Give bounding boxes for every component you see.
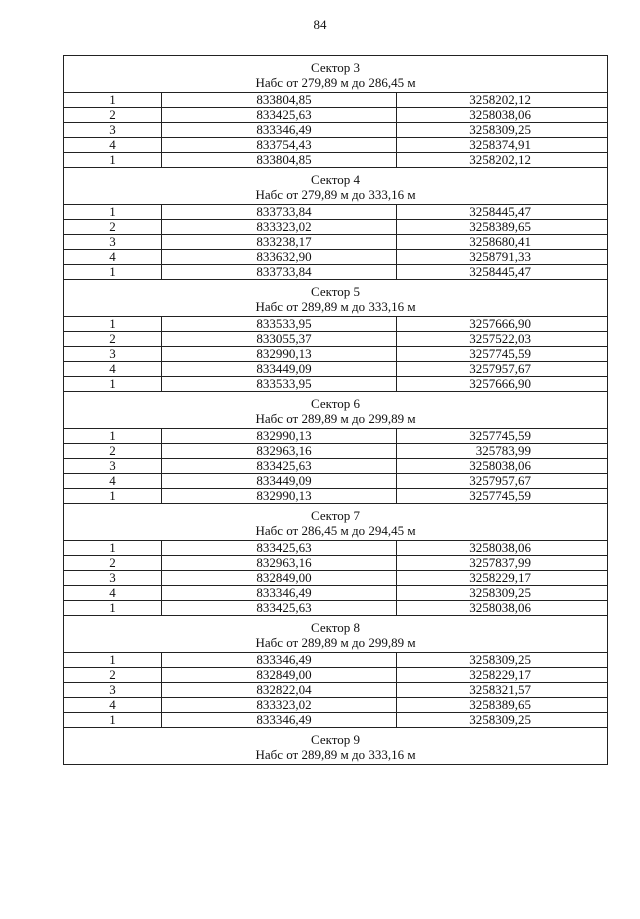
x-coordinate-cell: 833055,37 bbox=[162, 332, 397, 347]
table-row bbox=[64, 317, 608, 332]
sector-header-row bbox=[64, 280, 608, 317]
table-row bbox=[64, 668, 608, 683]
coordinates-table bbox=[63, 55, 608, 765]
sector-header bbox=[64, 728, 608, 765]
y-coordinate-cell: 3257745,59 bbox=[397, 347, 608, 362]
x-coordinate-cell: 832990,13 bbox=[162, 347, 397, 362]
table-row bbox=[64, 235, 608, 250]
point-number-cell: 2 bbox=[64, 668, 162, 683]
x-coordinate-cell: 832990,13 bbox=[162, 489, 397, 504]
sector-header bbox=[64, 280, 608, 317]
sector-header-row bbox=[64, 616, 608, 653]
x-coordinate-cell: 833804,85 bbox=[162, 153, 397, 168]
sector-title: Сектор 7 bbox=[310, 508, 360, 523]
x-coordinate-cell: 832822,04 bbox=[162, 683, 397, 698]
table-row bbox=[64, 153, 608, 168]
sector-height-range: Набс от 279,89 м до 286,45 м bbox=[255, 75, 416, 90]
y-coordinate-cell: 3257745,59 bbox=[397, 429, 608, 444]
y-coordinate-cell: 3258038,06 bbox=[397, 108, 608, 123]
x-coordinate-cell: 833425,63 bbox=[162, 108, 397, 123]
x-coordinate-cell: 833733,84 bbox=[162, 265, 397, 280]
y-coordinate-cell: 3258445,47 bbox=[397, 265, 608, 280]
point-number-cell: 2 bbox=[64, 556, 162, 571]
y-coordinate-cell: 3258202,12 bbox=[397, 93, 608, 108]
point-number-cell: 3 bbox=[64, 235, 162, 250]
x-coordinate-cell: 833754,43 bbox=[162, 138, 397, 153]
y-coordinate-cell: 3258309,25 bbox=[397, 653, 608, 668]
sector-header bbox=[64, 616, 608, 653]
sector-header-row bbox=[64, 56, 608, 93]
x-coordinate-cell: 832963,16 bbox=[162, 556, 397, 571]
table-row bbox=[64, 250, 608, 265]
sector-header-row bbox=[64, 168, 608, 205]
sector-title: Сектор 3 bbox=[310, 60, 360, 75]
table-row bbox=[64, 138, 608, 153]
table-row bbox=[64, 377, 608, 392]
sector-height-range: Набс от 289,89 м до 333,16 м bbox=[255, 747, 416, 762]
sector-header-row bbox=[64, 392, 608, 429]
sector-header bbox=[64, 56, 608, 93]
table-row bbox=[64, 362, 608, 377]
y-coordinate-cell: 3258229,17 bbox=[397, 571, 608, 586]
table-row bbox=[64, 265, 608, 280]
point-number-cell: 1 bbox=[64, 265, 162, 280]
sector-header bbox=[64, 392, 608, 429]
y-coordinate-cell: 3258038,06 bbox=[397, 459, 608, 474]
x-coordinate-cell: 833733,84 bbox=[162, 205, 397, 220]
x-coordinate-cell: 833346,49 bbox=[162, 123, 397, 138]
point-number-cell: 1 bbox=[64, 205, 162, 220]
point-number-cell: 2 bbox=[64, 220, 162, 235]
point-number-cell: 3 bbox=[64, 683, 162, 698]
x-coordinate-cell: 833238,17 bbox=[162, 235, 397, 250]
table-row bbox=[64, 683, 608, 698]
x-coordinate-cell: 833323,02 bbox=[162, 220, 397, 235]
point-number-cell: 4 bbox=[64, 698, 162, 713]
y-coordinate-cell: 3258389,65 bbox=[397, 220, 608, 235]
y-coordinate-cell: 3258321,57 bbox=[397, 683, 608, 698]
table-row bbox=[64, 653, 608, 668]
table-row bbox=[64, 571, 608, 586]
point-number-cell: 4 bbox=[64, 474, 162, 489]
x-coordinate-cell: 832990,13 bbox=[162, 429, 397, 444]
sector-height-range: Набс от 289,89 м до 299,89 м bbox=[255, 411, 416, 426]
y-coordinate-cell: 325783,99 bbox=[397, 444, 608, 459]
sector-height-range: Набс от 286,45 м до 294,45 м bbox=[255, 523, 416, 538]
point-number-cell: 3 bbox=[64, 347, 162, 362]
table-row bbox=[64, 220, 608, 235]
point-number-cell: 1 bbox=[64, 93, 162, 108]
y-coordinate-cell: 3257837,99 bbox=[397, 556, 608, 571]
table-row bbox=[64, 205, 608, 220]
point-number-cell: 2 bbox=[64, 108, 162, 123]
y-coordinate-cell: 3258389,65 bbox=[397, 698, 608, 713]
y-coordinate-cell: 3257666,90 bbox=[397, 317, 608, 332]
x-coordinate-cell: 833323,02 bbox=[162, 698, 397, 713]
point-number-cell: 1 bbox=[64, 317, 162, 332]
table-row bbox=[64, 123, 608, 138]
point-number-cell: 3 bbox=[64, 123, 162, 138]
x-coordinate-cell: 833346,49 bbox=[162, 653, 397, 668]
sector-title: Сектор 8 bbox=[310, 620, 360, 635]
y-coordinate-cell: 3258680,41 bbox=[397, 235, 608, 250]
sector-height-range: Набс от 289,89 м до 333,16 м bbox=[255, 299, 416, 314]
table-row bbox=[64, 474, 608, 489]
x-coordinate-cell: 833425,63 bbox=[162, 541, 397, 556]
x-coordinate-cell: 833533,95 bbox=[162, 317, 397, 332]
y-coordinate-cell: 3258229,17 bbox=[397, 668, 608, 683]
table-row bbox=[64, 541, 608, 556]
sector-header-row bbox=[64, 728, 608, 765]
y-coordinate-cell: 3257522,03 bbox=[397, 332, 608, 347]
x-coordinate-cell: 833425,63 bbox=[162, 601, 397, 616]
y-coordinate-cell: 3258038,06 bbox=[397, 601, 608, 616]
table-row bbox=[64, 347, 608, 362]
point-number-cell: 1 bbox=[64, 489, 162, 504]
x-coordinate-cell: 833346,49 bbox=[162, 586, 397, 601]
sector-height-range: Набс от 289,89 м до 299,89 м bbox=[255, 635, 416, 650]
y-coordinate-cell: 3257666,90 bbox=[397, 377, 608, 392]
table-row bbox=[64, 429, 608, 444]
sector-header-row bbox=[64, 504, 608, 541]
table-row bbox=[64, 489, 608, 504]
y-coordinate-cell: 3258445,47 bbox=[397, 205, 608, 220]
point-number-cell: 1 bbox=[64, 541, 162, 556]
table-row bbox=[64, 332, 608, 347]
point-number-cell: 1 bbox=[64, 713, 162, 728]
table-row bbox=[64, 698, 608, 713]
point-number-cell: 1 bbox=[64, 377, 162, 392]
y-coordinate-cell: 3258202,12 bbox=[397, 153, 608, 168]
point-number-cell: 1 bbox=[64, 601, 162, 616]
point-number-cell: 2 bbox=[64, 444, 162, 459]
y-coordinate-cell: 3258038,06 bbox=[397, 541, 608, 556]
x-coordinate-cell: 833449,09 bbox=[162, 474, 397, 489]
sector-title: Сектор 9 bbox=[310, 732, 360, 747]
sector-title: Сектор 5 bbox=[310, 284, 360, 299]
x-coordinate-cell: 833533,95 bbox=[162, 377, 397, 392]
table-row bbox=[64, 459, 608, 474]
table-row bbox=[64, 108, 608, 123]
y-coordinate-cell: 3258309,25 bbox=[397, 713, 608, 728]
sector-header bbox=[64, 168, 608, 205]
point-number-cell: 1 bbox=[64, 653, 162, 668]
x-coordinate-cell: 833804,85 bbox=[162, 93, 397, 108]
y-coordinate-cell: 3257957,67 bbox=[397, 474, 608, 489]
x-coordinate-cell: 833632,90 bbox=[162, 250, 397, 265]
x-coordinate-cell: 833425,63 bbox=[162, 459, 397, 474]
sector-header bbox=[64, 504, 608, 541]
point-number-cell: 1 bbox=[64, 429, 162, 444]
point-number-cell: 4 bbox=[64, 586, 162, 601]
y-coordinate-cell: 3258791,33 bbox=[397, 250, 608, 265]
table-row bbox=[64, 713, 608, 728]
point-number-cell: 3 bbox=[64, 459, 162, 474]
sector-title: Сектор 4 bbox=[310, 172, 360, 187]
table-row bbox=[64, 586, 608, 601]
x-coordinate-cell: 833346,49 bbox=[162, 713, 397, 728]
point-number-cell: 2 bbox=[64, 332, 162, 347]
coordinates-table-body bbox=[64, 56, 608, 765]
table-row bbox=[64, 556, 608, 571]
sector-title: Сектор 6 bbox=[310, 396, 360, 411]
point-number-cell: 4 bbox=[64, 138, 162, 153]
y-coordinate-cell: 3258309,25 bbox=[397, 123, 608, 138]
x-coordinate-cell: 832849,00 bbox=[162, 571, 397, 586]
y-coordinate-cell: 3257957,67 bbox=[397, 362, 608, 377]
point-number-cell: 1 bbox=[64, 153, 162, 168]
table-row bbox=[64, 601, 608, 616]
x-coordinate-cell: 832963,16 bbox=[162, 444, 397, 459]
y-coordinate-cell: 3257745,59 bbox=[397, 489, 608, 504]
x-coordinate-cell: 832849,00 bbox=[162, 668, 397, 683]
point-number-cell: 4 bbox=[64, 362, 162, 377]
y-coordinate-cell: 3258309,25 bbox=[397, 586, 608, 601]
table-row bbox=[64, 93, 608, 108]
x-coordinate-cell: 833449,09 bbox=[162, 362, 397, 377]
page-number: 84 bbox=[313, 17, 327, 32]
point-number-cell: 4 bbox=[64, 250, 162, 265]
sector-height-range: Набс от 279,89 м до 333,16 м bbox=[255, 187, 416, 202]
table-row bbox=[64, 444, 608, 459]
point-number-cell: 3 bbox=[64, 571, 162, 586]
y-coordinate-cell: 3258374,91 bbox=[397, 138, 608, 153]
